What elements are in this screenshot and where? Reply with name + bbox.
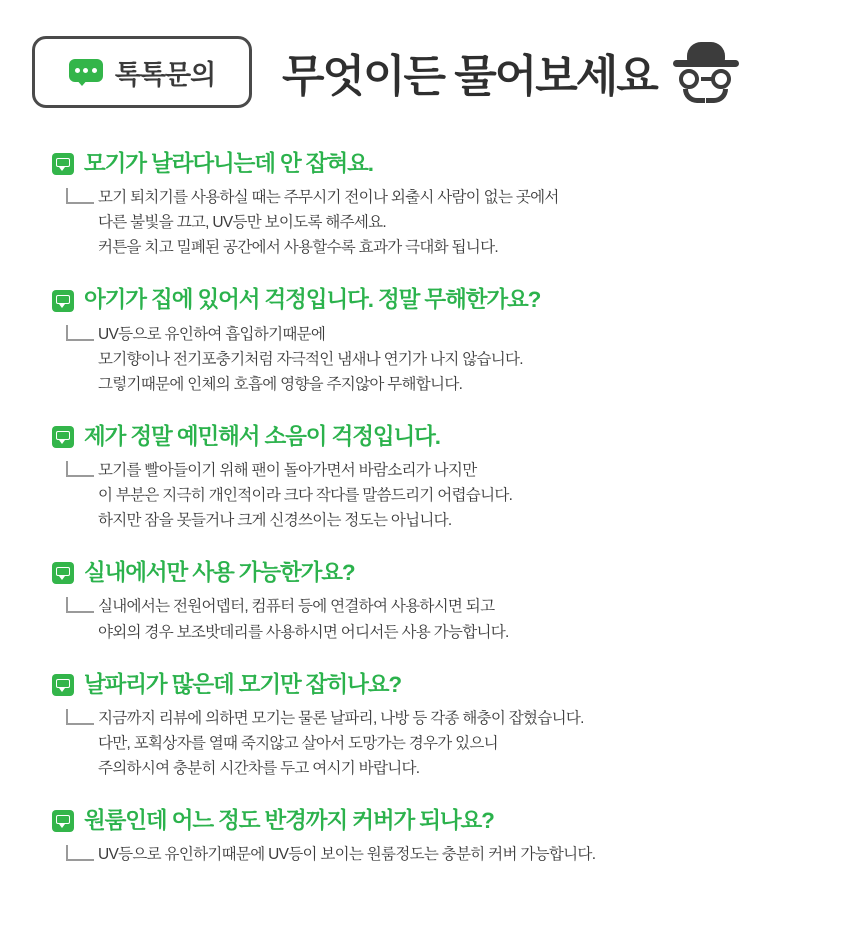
- faq-answer-line: 다른 불빛을 끄고, UV등만 보이도록 해주세요.: [98, 214, 387, 232]
- faq-answer-block: [52, 185, 860, 260]
- faq-answer-line: 모기를 빨아들이기 위해 팬이 돌아가면서 바람소리가 나지만: [98, 462, 477, 480]
- answer-corner-icon: [66, 188, 94, 204]
- answer-corner-icon: [66, 709, 94, 725]
- chat-bubble-icon: [52, 290, 74, 312]
- chat-bubble-icon: [52, 153, 74, 175]
- faq-answer-lines: [98, 842, 595, 867]
- faq-question: 아기가 집에 있어서 걱정입니다. 정말 무해한가요?: [84, 287, 541, 313]
- chat-bubble-icon: [52, 562, 74, 584]
- talk-inquiry-badge[interactable]: [32, 36, 252, 108]
- faq-answer-block: [52, 458, 860, 533]
- faq-item: [0, 559, 860, 644]
- faq-answer-line: 모기향이나 전기포충기처럼 자극적인 냄새나 연기가 나지 않습니다.: [98, 350, 523, 368]
- faq-question-row[interactable]: [52, 150, 860, 178]
- chat-bubble-icon: [52, 674, 74, 696]
- detective-face-icon: [671, 39, 741, 105]
- answer-corner-icon: [66, 325, 94, 341]
- faq-question: 원룸인데 어느 정도 반경까지 커버가 되나요?: [84, 808, 494, 834]
- faq-question-row[interactable]: [52, 423, 860, 451]
- chat-bubble-icon: [52, 426, 74, 448]
- faq-answer-line: UV등으로 유인하여 흡입하기때문에: [98, 325, 326, 343]
- chat-bubble-icon: [69, 59, 103, 86]
- faq-item: [0, 286, 860, 396]
- faq-question-row[interactable]: [52, 559, 860, 587]
- faq-answer-line: UV등으로 유인하기때문에 UV등이 보이는 원룸정도는 충분히 커버 가능합니다.: [98, 846, 596, 864]
- faq-answer-block: [52, 594, 860, 644]
- talk-inquiry-label: 톡톡문의: [114, 59, 216, 90]
- answer-corner-icon: [66, 597, 94, 613]
- faq-answer-line: 커튼을 치고 밀폐된 공간에서 사용할수록 효과가 극대화 됩니다.: [98, 239, 498, 257]
- faq-item: [0, 807, 860, 867]
- faq-answer-lines: [98, 322, 523, 397]
- faq-answer-block: [52, 706, 860, 781]
- faq-question-row[interactable]: [52, 807, 860, 835]
- faq-answer-line: 야외의 경우 보조밧데리를 사용하시면 어디서든 사용 가능합니다.: [98, 623, 509, 641]
- page-header: [0, 22, 860, 122]
- faq-answer-lines: [98, 706, 584, 781]
- faq-item: [0, 150, 860, 260]
- faq-answer-line: 하지만 잠을 못들거나 크게 신경쓰이는 정도는 아닙니다.: [98, 512, 452, 530]
- faq-item: [0, 671, 860, 781]
- faq-question: 제가 정말 예민해서 소음이 걱정입니다.: [84, 423, 440, 449]
- answer-corner-icon: [66, 461, 94, 477]
- faq-answer-line: 그렇기때문에 인체의 호흡에 영향을 주지않아 무해합니다.: [98, 375, 463, 393]
- faq-answer-lines: [98, 458, 512, 533]
- faq-answer-lines: [98, 185, 559, 260]
- faq-answer-line: 지금까지 리뷰에 의하면 모기는 물론 날파리, 나방 등 각종 해충이 잡혔습니다.: [98, 709, 584, 727]
- faq-question: 모기가 날라다니는데 안 잡혀요.: [84, 151, 373, 176]
- chat-bubble-icon: [52, 810, 74, 832]
- faq-answer-lines: [98, 594, 509, 644]
- faq-answer-block: [52, 322, 860, 397]
- faq-question-row[interactable]: [52, 286, 860, 314]
- faq-list: [0, 150, 860, 893]
- faq-answer-line: 다만, 포획상자를 열때 죽지않고 살아서 도망가는 경우가 있으니: [98, 734, 498, 752]
- faq-question: 날파리가 많은데 모기만 잡히나요?: [84, 671, 401, 697]
- answer-corner-icon: [66, 845, 94, 861]
- faq-answer-line: 실내에서는 전원어뎁터, 컴퓨터 등에 연결하여 사용하시면 되고: [98, 598, 495, 616]
- page-title: 무엇이든 물어보세요: [282, 52, 657, 101]
- faq-answer-block: [52, 842, 860, 867]
- faq-answer-line: 이 부분은 지극히 개인적이라 크다 작다를 말씀드리기 어렵습니다.: [98, 487, 513, 505]
- faq-answer-line: 주의하시여 충분히 시간차를 두고 여시기 바랍니다.: [98, 760, 420, 778]
- faq-question: 실내에서만 사용 가능한가요?: [84, 560, 355, 586]
- faq-item: [0, 423, 860, 533]
- faq-answer-line: 모기 퇴치기를 사용하실 때는 주무시기 전이나 외출시 사람이 없는 곳에서: [98, 189, 559, 207]
- faq-question-row[interactable]: [52, 671, 860, 699]
